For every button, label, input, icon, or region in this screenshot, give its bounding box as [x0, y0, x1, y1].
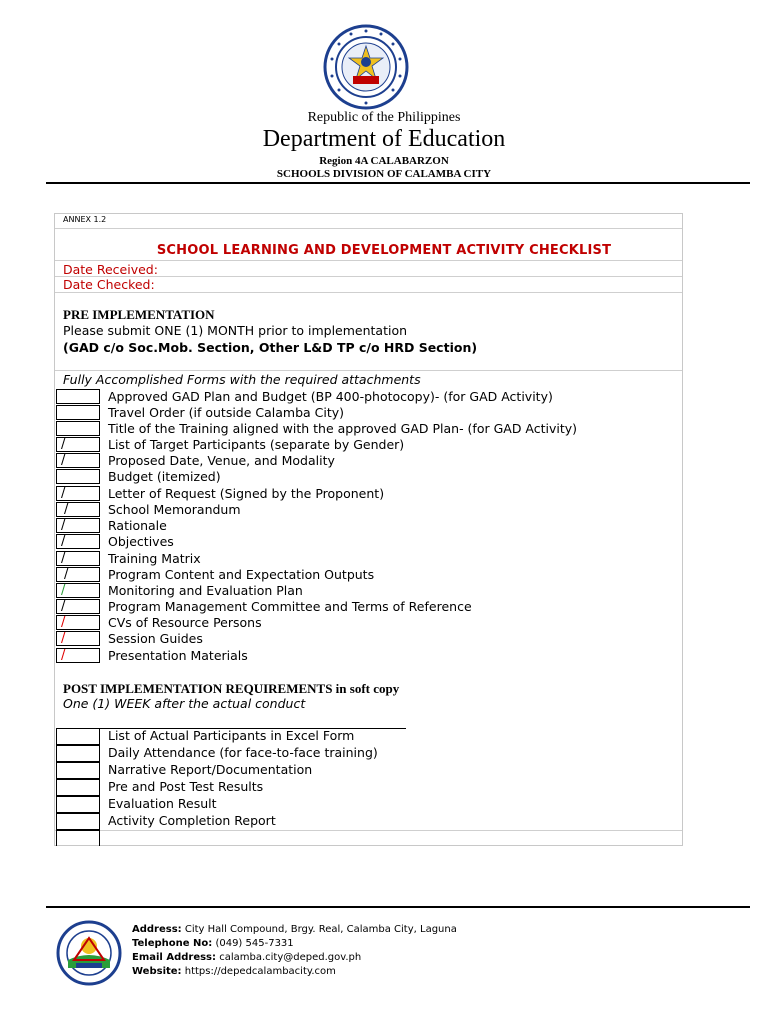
- footer-divider: [46, 906, 750, 908]
- checklist-item: Budget (itemized): [108, 469, 221, 484]
- checklist-item: List of Actual Participants in Excel Form: [108, 728, 355, 743]
- checklist-item: Approved GAD Plan and Budget (BP 400-photocopy)- (for GAD Activity): [108, 389, 553, 404]
- divider: [55, 830, 682, 831]
- form-title: SCHOOL LEARNING AND DEVELOPMENT ACTIVITY CHECKLIST: [156, 243, 612, 258]
- checkbox[interactable]: [56, 796, 100, 813]
- department-heading: Department of Education: [262, 126, 506, 152]
- checkbox[interactable]: [56, 830, 100, 846]
- checklist-item: Letter of Request (Signed by the Proponent): [108, 486, 385, 501]
- checkbox[interactable]: /: [56, 631, 100, 646]
- checklist-item: Presentation Materials: [108, 648, 248, 663]
- checkbox[interactable]: /: [56, 648, 100, 663]
- checkbox[interactable]: [56, 389, 100, 404]
- division-heading: SCHOOLS DIVISION OF CALAMBA CITY: [276, 168, 492, 180]
- checklist-item: Pre and Post Test Results: [108, 779, 264, 794]
- footer-address: Address: City Hall Compound, Brgy. Real, Calamba City, Laguna: [132, 924, 457, 935]
- checkbox[interactable]: /: [56, 567, 100, 582]
- region-heading: Region 4A CALABARZON: [319, 155, 449, 167]
- checklist-item: Narrative Report/Documentation: [108, 762, 313, 777]
- header-divider: [46, 182, 750, 184]
- checkbox[interactable]: [56, 421, 100, 436]
- checkbox[interactable]: [56, 779, 100, 796]
- checklist-item: Program Content and Expectation Outputs: [108, 567, 375, 582]
- checklist-item: Objectives: [108, 534, 174, 549]
- pre-implementation-note: (GAD c/o Soc.Mob. Section, Other L&D TP c/o HRD Section): [63, 340, 478, 355]
- checkbox[interactable]: [56, 728, 100, 745]
- checklist-item: Rationale: [108, 518, 167, 533]
- pre-implementation-subheading: Fully Accomplished Forms with the required attachments: [63, 372, 421, 387]
- checkbox[interactable]: /: [56, 437, 100, 452]
- pre-implementation-heading: PRE IMPLEMENTATION: [63, 307, 215, 322]
- divider: [55, 260, 682, 261]
- checkbox[interactable]: /: [56, 486, 100, 501]
- checklist-item: Proposed Date, Venue, and Modality: [108, 453, 335, 468]
- post-implementation-instruction: One (1) WEEK after the actual conduct: [63, 696, 306, 711]
- deped-seal-icon: [323, 24, 409, 110]
- checkbox[interactable]: [56, 405, 100, 420]
- checkbox[interactable]: [56, 745, 100, 762]
- checklist-item: List of Target Participants (separate by Gender): [108, 437, 405, 452]
- checklist-item: Program Management Committee and Terms of Reference: [108, 599, 472, 614]
- checkbox[interactable]: [56, 469, 100, 484]
- checklist-item: Monitoring and Evaluation Plan: [108, 583, 303, 598]
- checklist-item: School Memorandum: [108, 502, 241, 517]
- checkbox[interactable]: /: [56, 583, 100, 598]
- checkbox[interactable]: /: [56, 599, 100, 614]
- division-seal-icon: [56, 920, 122, 986]
- checkbox[interactable]: /: [56, 534, 100, 549]
- checkbox[interactable]: /: [56, 518, 100, 533]
- checklist-item: Travel Order (if outside Calamba City): [108, 405, 345, 420]
- checklist-item: Session Guides: [108, 631, 203, 646]
- post-implementation-heading: POST IMPLEMENTATION REQUIREMENTS in soft copy: [63, 681, 400, 696]
- checkbox[interactable]: /: [56, 502, 100, 517]
- checklist-item: Title of the Training aligned with the approved GAD Plan- (for GAD Activity): [108, 421, 578, 436]
- date-checked-label: Date Checked:: [63, 277, 155, 292]
- checklist-item: CVs of Resource Persons: [108, 615, 262, 630]
- checklist-item: Daily Attendance (for face-to-face training): [108, 745, 378, 760]
- divider: [55, 370, 682, 371]
- annex-label: ANNEX 1.2: [63, 215, 107, 224]
- divider: [55, 292, 682, 293]
- checkbox[interactable]: [56, 762, 100, 779]
- footer-email[interactable]: Email Address: calamba.city@deped.gov.ph: [132, 952, 362, 963]
- checkbox[interactable]: /: [56, 615, 100, 630]
- footer-website[interactable]: Website: https://depedcalambacity.com: [132, 966, 336, 977]
- checklist-item: Activity Completion Report: [108, 813, 276, 828]
- checkbox[interactable]: [56, 813, 100, 830]
- republic-heading: Republic of the Philippines: [307, 110, 461, 125]
- pre-implementation-instruction: Please submit ONE (1) MONTH prior to implementation: [63, 323, 408, 338]
- checkbox[interactable]: /: [56, 551, 100, 566]
- footer-telephone: Telephone No: (049) 545-7331: [132, 938, 294, 949]
- checklist-item: Evaluation Result: [108, 796, 217, 811]
- date-received-label: Date Received:: [63, 262, 158, 277]
- checkbox[interactable]: /: [56, 453, 100, 468]
- divider: [55, 228, 682, 229]
- checklist-item: Training Matrix: [108, 551, 201, 566]
